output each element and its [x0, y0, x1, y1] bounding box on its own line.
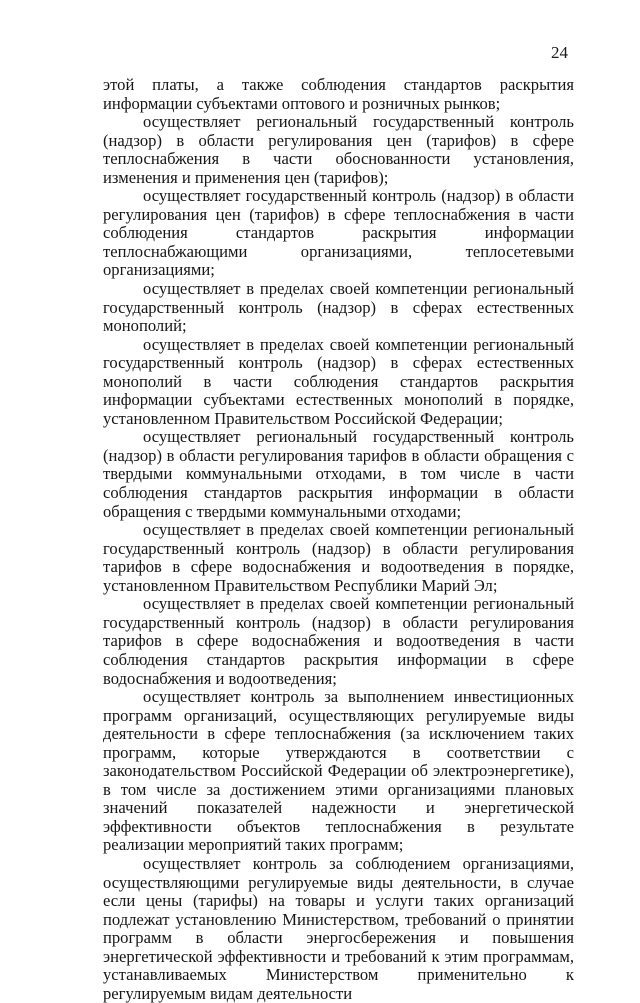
page-number: 24	[551, 43, 568, 62]
paragraph-heat-supply-price-control: осуществляет региональный государственный контроль (надзор) в области регулирования цен (тарифов) в сфере теплоснабжения в части обоснованности установления, изменения и применения цен (тарифов);	[103, 112, 574, 187]
paragraph-natural-monopolies-disclosure: осуществляет в пределах своей компетенции региональный государственный контроль (надзор) в сферах естественных монополий в части соблюдения стандартов раскрытия информации субъектами естественных монополий в порядке, установленном Правительством Российской Федерации;	[103, 334, 574, 428]
paragraph-heat-supply-disclosure-control: осуществляет государственный контроль (надзор) в области регулирования цен (тарифов) в сфере теплоснабжения в части соблюдения стандартов раскрытия информации теплоснабжающими организациями, теплосетевыми организациями;	[103, 186, 574, 280]
paragraph-continuation: этой платы, а также соблюдения стандартов раскрытия информации субъектами оптового и розничных рынков;	[103, 75, 574, 113]
paragraph-water-supply-disclosure: осуществляет в пределах своей компетенции региональный государственный контроль (надзор) в области регулирования тарифов в сфере водоснабжения и водоотведения в части соблюдения стандартов раскрытия информации в сфере водоснабжения и водоотведения;	[103, 594, 574, 688]
paragraph-energy-saving-programs-control: осуществляет контроль за соблюдением организациями, осуществляющими регулируемые виды деятельности, в случае если цены (тарифы) на товары и услуги таких организаций подлежат установлению Министерством, требований о принятии программ в области энергосбережения и повышения энергетической эффективности и требований к этим программам, устанавливаемых Министерством применительно к регулируемым видам деятельности	[103, 853, 574, 1003]
paragraph-natural-monopolies-control: осуществляет в пределах своей компетенции региональный государственный контроль (надзор) в сферах естественных монополий;	[103, 279, 574, 336]
paragraph-solid-waste-tariffs: осуществляет региональный государственный контроль (надзор) в области регулирования тарифов в области обращения с твердыми коммунальными отходами, в том числе в части соблюдения стандартов раскрытия информации в области обращения с твердыми коммунальными отходами;	[103, 427, 574, 521]
document-body	[103, 76, 574, 1003]
paragraph-investment-programs-control: осуществляет контроль за выполнением инвестиционных программ организаций, осуществляющих регулируемые виды деятельности в сфере теплоснабжения (за исключением таких программ, которые утверждаются в соответствии с законодательством Российской Федерации об электроэнергетике), в том числе за достижением этими организациями плановых значений показателей надежности и энергетической эффективности объектов теплоснабжения в результате реализации мероприятий таких программ;	[103, 687, 574, 855]
paragraph-water-supply-tariffs: осуществляет в пределах своей компетенции региональный государственный контроль (надзор) в области регулирования тарифов в сфере водоснабжения и водоотведения в порядке, установленном Правительством Республики Марий Эл;	[103, 520, 574, 595]
